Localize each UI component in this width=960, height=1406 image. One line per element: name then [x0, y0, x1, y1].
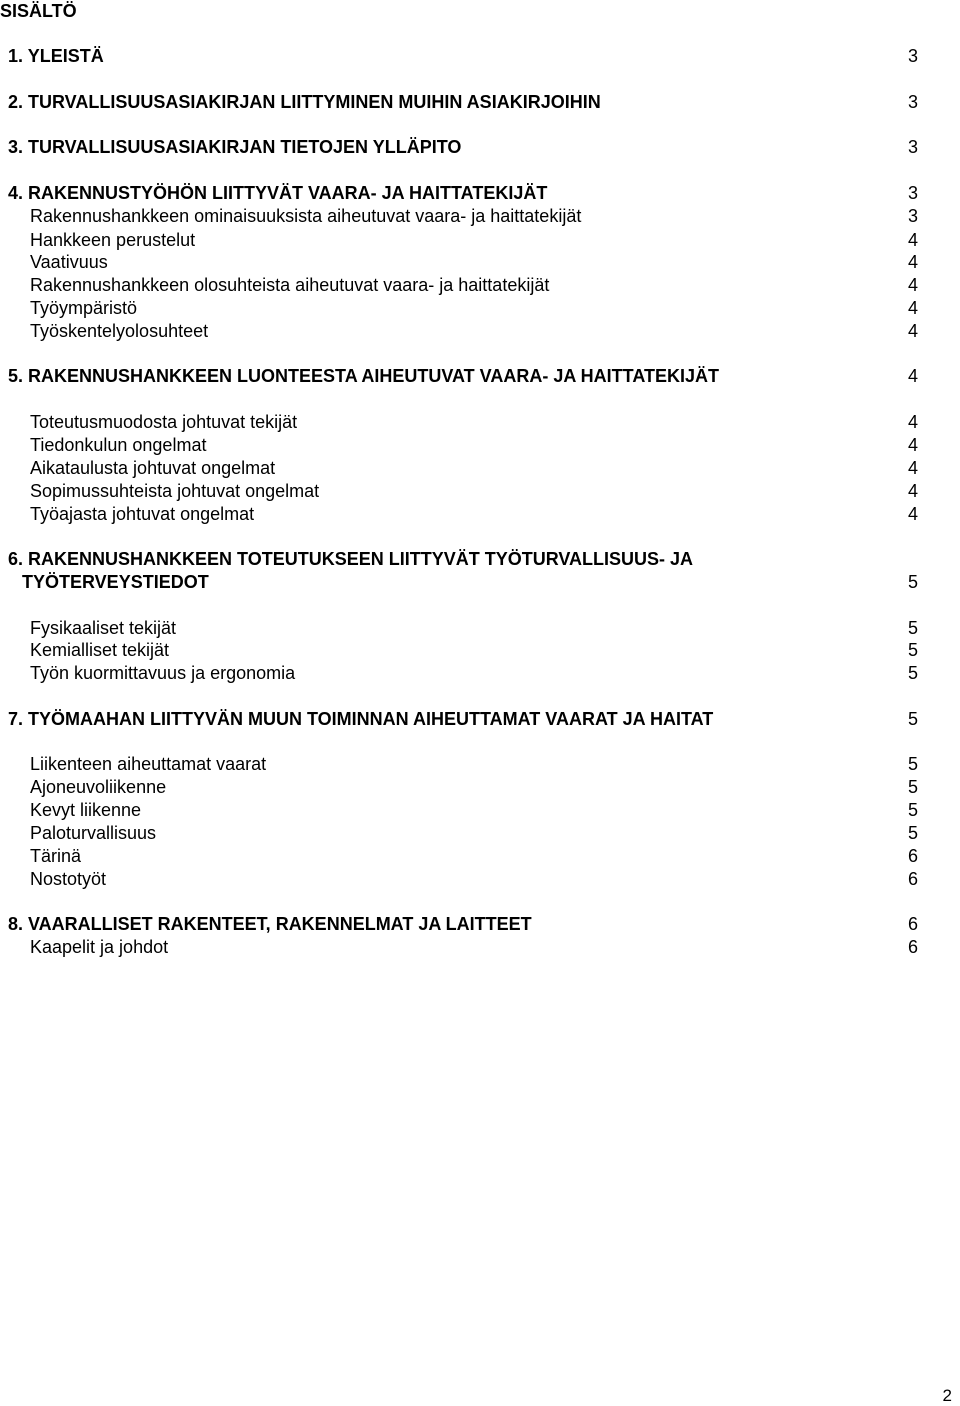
- toc-entry-page: 4: [907, 504, 918, 524]
- toc-entry-label: Kaapelit ja johdot: [30, 937, 169, 957]
- toc-entry-label: Hankkeen perustelut: [30, 230, 196, 250]
- toc-entry-label: 7. TYÖMAAHAN LIITTYVÄN MUUN TOIMINNAN AIHEUTTAMAT VAARAT JA HAITAT: [8, 709, 714, 729]
- toc-entry-page: 5: [907, 754, 918, 774]
- toc-subentry[interactable]: [0, 434, 960, 456]
- toc-subentry[interactable]: [0, 799, 960, 821]
- toc-entry-page: 3: [907, 183, 918, 203]
- toc-entry-page: 5: [907, 709, 918, 729]
- toc-entry-page: 5: [907, 572, 918, 592]
- toc-entry-page: 6: [907, 869, 918, 889]
- toc-subentry[interactable]: [0, 297, 960, 319]
- toc-entry-label: Nostotyöt: [30, 869, 107, 889]
- toc-entry-page: 4: [907, 321, 918, 341]
- toc-subentry[interactable]: [0, 776, 960, 798]
- toc-entry-label: Fysikaaliset tekijät: [30, 618, 177, 638]
- toc-entry-page: 5: [907, 777, 918, 797]
- toc-entry-1[interactable]: [0, 45, 960, 67]
- toc-entry-label: 5. RAKENNUSHANKKEEN LUONTEESTA AIHEUTUVAT VAARA- JA HAITTATEKIJÄT: [8, 366, 720, 386]
- toc-entry-page: 3: [907, 206, 918, 226]
- toc-entry-label: Sopimussuhteista johtuvat ongelmat: [30, 481, 320, 501]
- toc-entry-page: 4: [907, 298, 918, 318]
- toc-entry-label: 1. YLEISTÄ: [8, 46, 104, 66]
- toc-entry-label: Liikenteen aiheuttamat vaarat: [30, 754, 267, 774]
- toc-title: SISÄLTÖ: [0, 1, 77, 21]
- toc-entry-label: Vaativuus: [30, 252, 108, 272]
- toc-entry-label: 8. VAARALLISET RAKENTEET, RAKENNELMAT JA LAITTEET: [8, 914, 532, 934]
- toc-entry-label: 6. RAKENNUSHANKKEEN TOTEUTUKSEEN LIITTYVÄT TYÖTURVALLISUUS- JA: [8, 549, 694, 569]
- toc-entry-label: Toteutusmuodosta johtuvat tekijät: [30, 412, 298, 432]
- toc-subentry[interactable]: [0, 274, 960, 296]
- toc-subentry[interactable]: [0, 229, 960, 251]
- toc-entry-5[interactable]: [0, 365, 960, 387]
- toc-entry-2[interactable]: [0, 91, 960, 113]
- toc-subentry[interactable]: [0, 845, 960, 867]
- toc-entry-label: TYÖTERVEYSTIEDOT: [22, 572, 209, 592]
- toc-entry-label: Aikataulusta johtuvat ongelmat: [30, 458, 276, 478]
- toc-subentry[interactable]: [0, 868, 960, 890]
- toc-subentry[interactable]: [0, 753, 960, 775]
- toc-entry-8[interactable]: [0, 913, 960, 935]
- toc-entry-label: 2. TURVALLISUUSASIAKIRJAN LIITTYMINEN MUIHIN ASIAKIRJOIHIN: [8, 92, 601, 112]
- toc-entry-label: Tärinä: [30, 846, 82, 866]
- toc-entry-page: 5: [907, 618, 918, 638]
- toc-entry-page: 3: [907, 46, 918, 66]
- toc-entry-label: Työskentelyolosuhteet: [30, 321, 209, 341]
- toc-entry-7[interactable]: [0, 708, 960, 730]
- toc-subentry[interactable]: [0, 457, 960, 479]
- toc-entry-page: 4: [907, 458, 918, 478]
- toc-entry-page: 4: [907, 412, 918, 432]
- toc-subentry[interactable]: [0, 662, 960, 684]
- toc-entry-page: 3: [907, 92, 918, 112]
- toc-entry-label: Paloturvallisuus: [30, 823, 157, 843]
- toc-entry-4[interactable]: [0, 182, 960, 204]
- toc-entry-page: 4: [907, 435, 918, 455]
- toc-entry-6[interactable]: [0, 548, 960, 570]
- toc-entry-page: 6: [907, 914, 918, 934]
- toc-entry-page: 5: [907, 640, 918, 660]
- toc-subentry[interactable]: [0, 617, 960, 639]
- toc-subentry[interactable]: [0, 205, 960, 227]
- toc-entry-page: 6: [907, 846, 918, 866]
- toc-subentry[interactable]: [0, 251, 960, 273]
- toc-entry-page: 4: [907, 230, 918, 250]
- toc-subentry[interactable]: [0, 320, 960, 342]
- toc-subentry[interactable]: [0, 411, 960, 433]
- toc-entry-label: Työajasta johtuvat ongelmat: [30, 504, 255, 524]
- toc-entry-page: 5: [907, 663, 918, 683]
- toc-entry-page: 4: [907, 366, 918, 386]
- toc-entry-3[interactable]: [0, 136, 960, 158]
- toc-entry-label: Rakennushankkeen olosuhteista aiheutuvat vaara- ja haittatekijät: [30, 275, 550, 295]
- page-number: 2: [942, 1386, 952, 1405]
- toc-entry-label: Kemialliset tekijät: [30, 640, 170, 660]
- toc-entry-label: Ajoneuvoliikenne: [30, 777, 167, 797]
- toc-entry-page: 5: [907, 823, 918, 843]
- toc-entry-page: 4: [907, 481, 918, 501]
- toc-entry-page: 5: [907, 800, 918, 820]
- toc-entry-label: Työn kuormittavuus ja ergonomia: [30, 663, 296, 683]
- toc-entry-label: 3. TURVALLISUUSASIAKIRJAN TIETOJEN YLLÄPITO: [8, 137, 462, 157]
- toc-entry-label: 4. RAKENNUSTYÖHÖN LIITTYVÄT VAARA- JA HAITTATEKIJÄT: [8, 183, 548, 203]
- toc-subentry[interactable]: [0, 936, 960, 958]
- toc-entry-label: Rakennushankkeen ominaisuuksista aiheutuvat vaara- ja haittatekijät: [30, 206, 582, 226]
- toc-subentry[interactable]: [0, 480, 960, 502]
- toc-subentry[interactable]: [0, 503, 960, 525]
- toc-entry-label: Työympäristö: [30, 298, 138, 318]
- toc-entry-6-continued[interactable]: [0, 571, 960, 593]
- toc-entry-page: 4: [907, 275, 918, 295]
- toc-entry-page: 6: [907, 937, 918, 957]
- toc-entry-label: Kevyt liikenne: [30, 800, 142, 820]
- toc-entry-page: 4: [907, 252, 918, 272]
- toc-subentry[interactable]: [0, 822, 960, 844]
- toc-entry-label: Tiedonkulun ongelmat: [30, 435, 207, 455]
- toc-subentry[interactable]: [0, 639, 960, 661]
- toc-entry-page: 3: [907, 137, 918, 157]
